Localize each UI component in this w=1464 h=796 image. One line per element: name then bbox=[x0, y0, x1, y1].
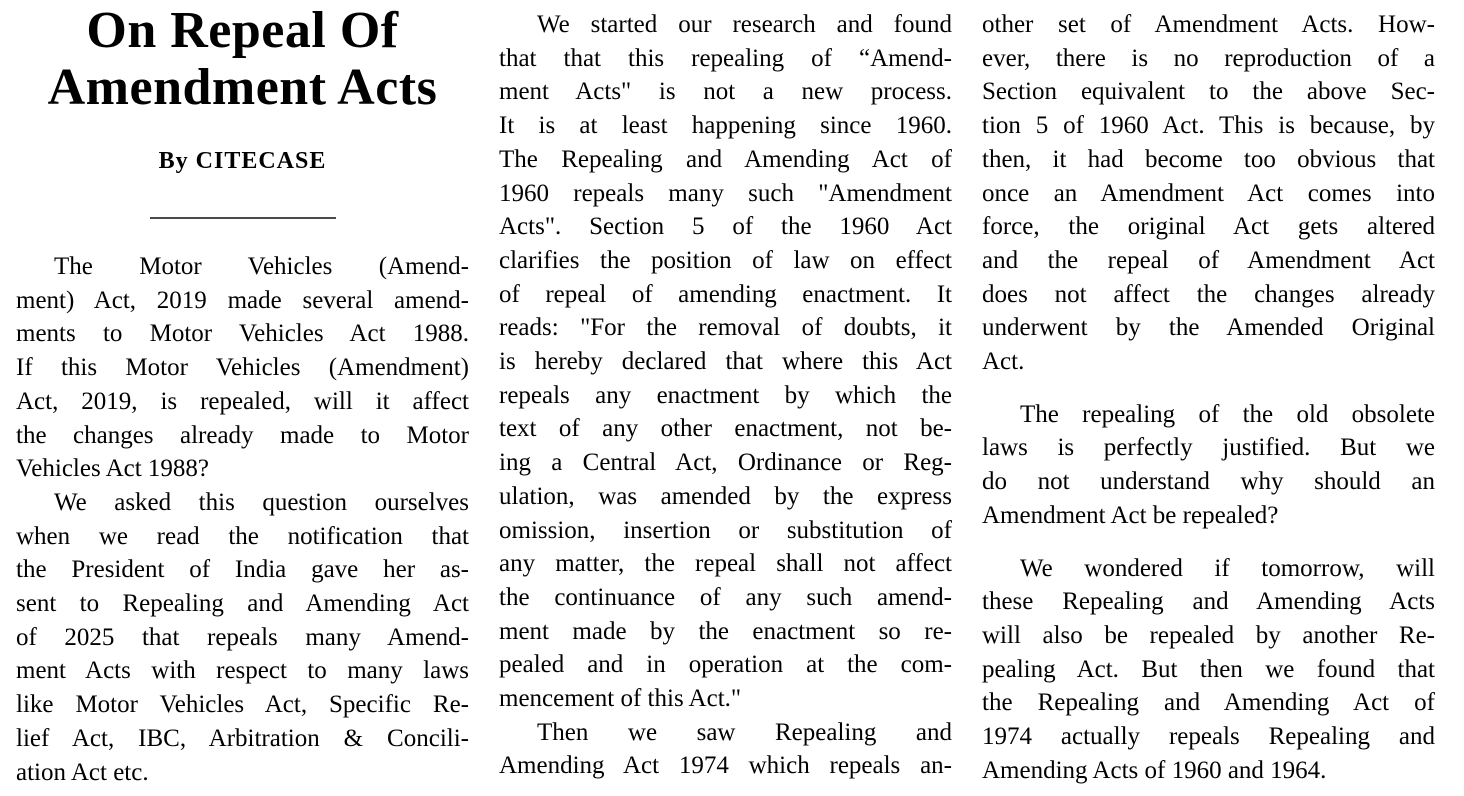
text-line: other set of Amendment Acts. How- bbox=[982, 11, 1435, 38]
text-line: 1960 repeals many such "Amendment bbox=[499, 179, 952, 207]
text-line: repeals any enactment by which the bbox=[499, 381, 952, 409]
text-line: Then we saw Repealing and bbox=[537, 718, 952, 746]
text-line: will also be repealed by another Re- bbox=[982, 621, 1435, 649]
text-line: the President of India gave her as- bbox=[16, 556, 469, 584]
text-line: once an Amendment Act comes into bbox=[982, 179, 1435, 207]
column-3-text bbox=[982, 8, 1435, 787]
text-line: is hereby declared that where this Act bbox=[499, 348, 952, 376]
paragraph bbox=[499, 8, 952, 716]
text-line: underwent by the Amended Original bbox=[982, 314, 1435, 342]
text-line: force, the original Act gets altered bbox=[982, 213, 1435, 241]
text-line: ments to Motor Vehicles Act 1988. bbox=[16, 320, 469, 348]
text-line: any matter, the repeal shall not affect bbox=[499, 550, 952, 578]
column-1-text bbox=[16, 250, 469, 789]
paragraph bbox=[499, 716, 952, 783]
paragraph bbox=[16, 250, 469, 486]
text-line: Act, 2019, is repealed, will it affect bbox=[16, 387, 469, 415]
text-line: 1974 actually repeals Repealing and bbox=[982, 723, 1435, 751]
text-line: tion 5 of 1960 Act. This is because, by bbox=[982, 112, 1435, 140]
text-line: ment Acts with respect to many laws bbox=[16, 657, 469, 685]
text-line: omission, insertion or substitution of bbox=[499, 516, 952, 544]
text-line: the changes already made to Motor bbox=[16, 421, 469, 449]
text-line: Act. bbox=[982, 348, 1025, 376]
text-line: text of any other enactment, not be- bbox=[499, 415, 952, 443]
paragraph bbox=[982, 8, 1435, 379]
text-line: We wondered if tomorrow, will bbox=[1020, 554, 1435, 582]
text-line: We started our research and found bbox=[537, 11, 952, 38]
text-line: Acts". Section 5 of the 1960 Act bbox=[499, 213, 952, 241]
paragraph bbox=[982, 552, 1435, 788]
text-line: the Repealing and Amending Act of bbox=[982, 689, 1435, 717]
text-line: lief Act, IBC, Arbitration & Concili- bbox=[16, 724, 469, 752]
text-line: does not affect the changes already bbox=[982, 280, 1435, 308]
column-1 bbox=[16, 0, 469, 796]
text-line: Amendment Act be repealed? bbox=[982, 501, 1279, 529]
text-line: We asked this question ourselves bbox=[54, 488, 469, 516]
text-line: the continuance of any such amend- bbox=[499, 583, 952, 611]
text-line: Vehicles Act 1988? bbox=[16, 455, 210, 483]
text-line: ation Act etc. bbox=[16, 758, 149, 786]
column-2-text bbox=[499, 8, 952, 783]
column-3 bbox=[982, 0, 1435, 796]
text-line: ment) Act, 2019 made several amend- bbox=[16, 286, 469, 314]
title-line-2: Amendment Acts bbox=[47, 59, 438, 116]
text-line: of repeal of amending enactment. It bbox=[499, 280, 952, 308]
paragraph bbox=[16, 486, 469, 789]
text-line: ever, there is no reproduction of a bbox=[982, 44, 1435, 72]
text-line: laws is perfectly justified. But we bbox=[982, 434, 1435, 462]
text-line: mencement of this Act." bbox=[499, 685, 742, 713]
text-line: reads: "For the removal of doubts, it bbox=[499, 314, 952, 342]
text-line: Amending Acts of 1960 and 1964. bbox=[982, 756, 1327, 784]
text-line: of 2025 that repeals many Amend- bbox=[16, 623, 469, 651]
text-line: The Repealing and Amending Act of bbox=[499, 145, 952, 173]
text-line: like Motor Vehicles Act, Specific Re- bbox=[16, 691, 469, 719]
text-line: these Repealing and Amending Acts bbox=[982, 588, 1435, 616]
text-line: clarifies the position of law on effect bbox=[499, 246, 952, 274]
text-line: Section equivalent to the above Sec- bbox=[982, 78, 1435, 106]
text-line: ulation, was amended by the express bbox=[499, 482, 952, 510]
column-2 bbox=[499, 0, 952, 796]
text-line: ment Acts" is not a new process. bbox=[499, 78, 952, 106]
title-divider-rule bbox=[150, 217, 336, 219]
text-line: ment made by the enactment so re- bbox=[499, 617, 952, 645]
text-line: sent to Repealing and Amending Act bbox=[16, 590, 469, 618]
text-line: It is at least happening since 1960. bbox=[499, 112, 952, 140]
article-title bbox=[16, 0, 469, 116]
text-line: do not understand why should an bbox=[982, 468, 1435, 496]
paragraph bbox=[982, 398, 1435, 533]
text-line: and the repeal of Amendment Act bbox=[982, 246, 1435, 274]
text-line: ing a Central Act, Ordinance or Reg- bbox=[499, 449, 952, 477]
text-line: when we read the notification that bbox=[16, 522, 469, 550]
article-header bbox=[16, 0, 469, 219]
text-line: The Motor Vehicles (Amend- bbox=[54, 253, 469, 280]
text-line: that that this repealing of “Amend- bbox=[499, 44, 952, 72]
text-line: pealing Act. But then we found that bbox=[982, 655, 1435, 683]
text-line: pealed and in operation at the com- bbox=[499, 651, 952, 679]
title-line-1: On Repeal Of bbox=[86, 2, 399, 59]
byline: By CITECASE bbox=[158, 148, 327, 174]
text-line: then, it had become too obvious that bbox=[982, 145, 1435, 173]
text-line: Amending Act 1974 which repeals an- bbox=[499, 752, 952, 780]
text-line: If this Motor Vehicles (Amendment) bbox=[16, 354, 469, 382]
text-line: The repealing of the old obsolete bbox=[1020, 400, 1435, 428]
